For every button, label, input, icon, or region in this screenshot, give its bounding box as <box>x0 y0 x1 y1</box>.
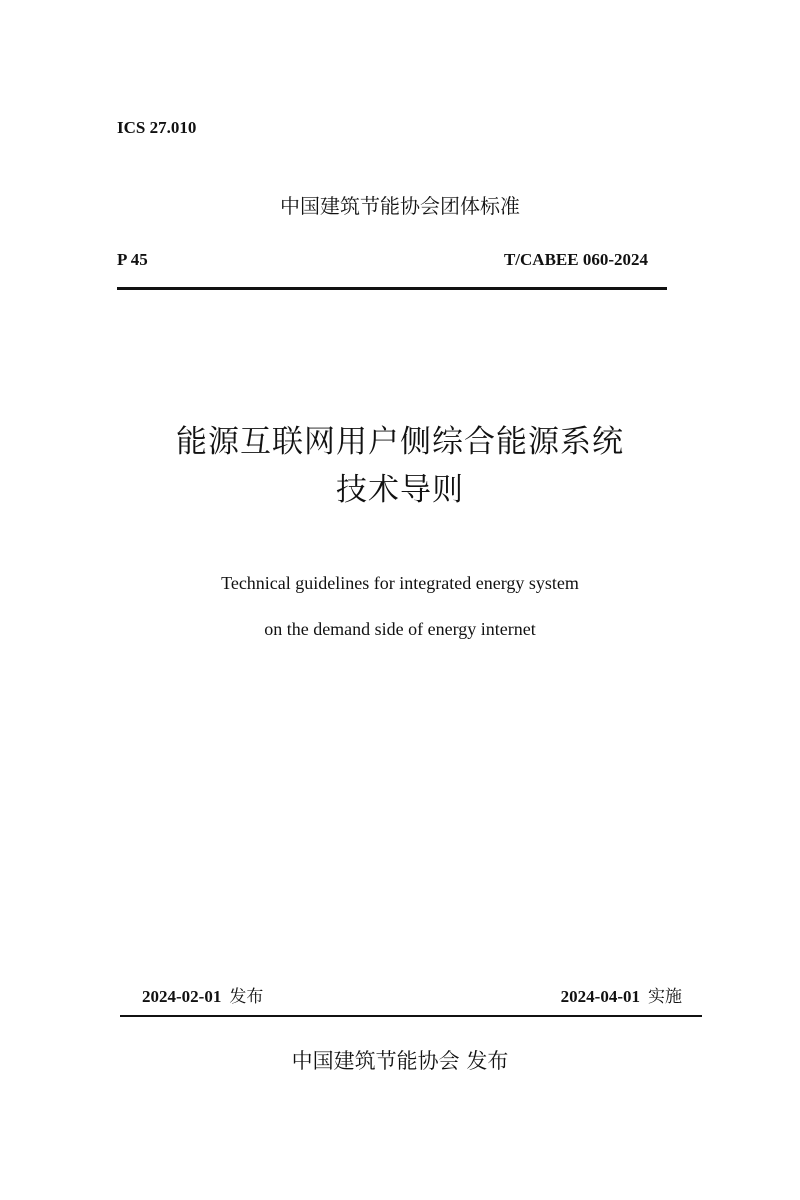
association-standard-label: 中国建筑节能协会团体标准 <box>280 194 520 218</box>
implement-date: 2024-04-01 <box>560 987 640 1006</box>
standard-number: T/CABEE 060-2024 <box>503 250 648 269</box>
publish-date-block <box>142 982 263 1007</box>
document-title-en <box>0 560 800 652</box>
publish-date: 2024-02-01 <box>142 987 222 1006</box>
ics-code: ICS 27.010 <box>117 118 197 137</box>
category-code: P 45 <box>117 250 148 269</box>
header-divider <box>117 287 667 290</box>
implement-label: 实施 <box>648 987 682 1007</box>
title-cn-line-2: 技术导则 <box>336 472 464 508</box>
publisher: 中国建筑节能协会 发布 <box>291 1049 509 1073</box>
title-en-line-1: Technical guidelines for integrated energy system <box>221 573 579 593</box>
footer-divider <box>120 1015 702 1017</box>
implement-date-block <box>561 982 682 1007</box>
document-title-cn <box>0 418 800 514</box>
publish-label: 发布 <box>229 987 264 1007</box>
title-en-line-2: on the demand side of energy internet <box>264 619 536 639</box>
title-cn-line-1: 能源互联网用户侧综合能源系统 <box>176 424 624 460</box>
